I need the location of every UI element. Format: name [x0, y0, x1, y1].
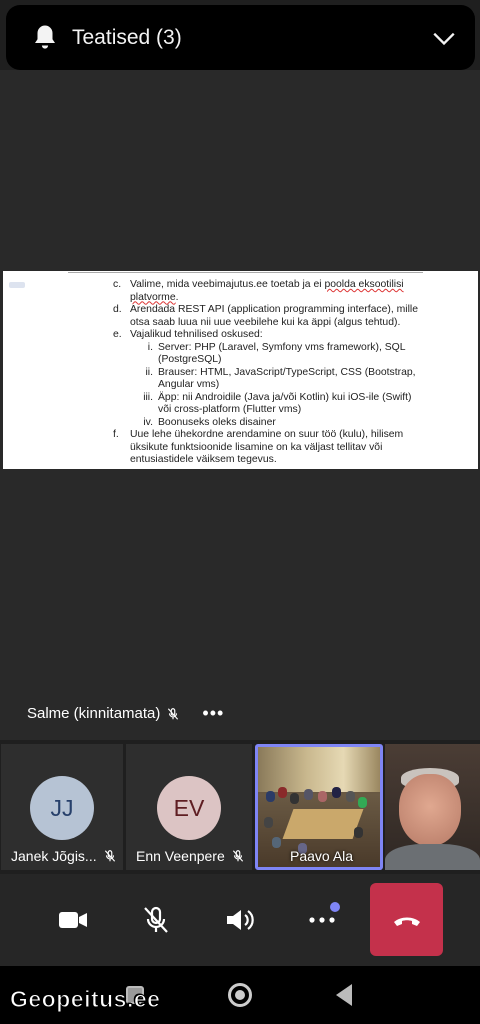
mute-button[interactable]: [128, 892, 184, 948]
mic-off-icon: [103, 849, 117, 863]
list-item: e. Vajalikud tehnilised oskused:: [113, 329, 263, 340]
mic-off-icon: [140, 904, 172, 936]
hang-up-button[interactable]: [370, 883, 443, 956]
bell-icon: [30, 23, 60, 53]
watermark: Geopeitus.ee: [10, 986, 161, 1012]
home-button[interactable]: [228, 983, 252, 1007]
notification-banner[interactable]: [6, 5, 475, 70]
document-line: [68, 272, 423, 273]
speaker-button[interactable]: [211, 892, 267, 948]
notification-dot: [330, 902, 340, 912]
document-tag: [9, 282, 25, 288]
hang-up-icon: [390, 903, 424, 937]
self-video: [385, 744, 480, 870]
participant-name-label: Enn Veenpere: [136, 848, 245, 864]
participant-tile[interactable]: [126, 744, 252, 870]
list-item: f. Uue lehe ühekordne arendamine on suur töö (kulu), hilisem üksikute funktsioonide lisamine on ka väljast tellitav või entusiastidele väiksem tegevus.: [113, 429, 404, 465]
more-button[interactable]: [294, 892, 350, 948]
video-camera-icon: [57, 904, 89, 936]
presenter-label: [27, 703, 224, 724]
camera-button[interactable]: [45, 892, 101, 948]
mic-off-icon: [231, 849, 245, 863]
presenter-name: Salme (kinnitamata): [27, 705, 161, 722]
sub-list-item: ii. Brauser: HTML, JavaScript/TypeScript, CSS (Bootstrap, Angular vms): [145, 366, 416, 390]
list-item: c. Valime, mida veebimajutus.ee toetab ja ei poolda eksootilisi platvorme.: [113, 279, 404, 303]
self-view-tile[interactable]: [385, 744, 480, 870]
back-button[interactable]: [336, 984, 352, 1006]
chevron-down-icon[interactable]: [431, 25, 457, 51]
list-item: d. Arendada REST API (application programming interface), mille otsa saab luua nii uue veebilehe kui ka äppi (algus tehtud).: [113, 304, 418, 328]
speaker-icon: [223, 904, 255, 936]
participant-tile-active-speaker[interactable]: [255, 744, 383, 870]
call-controls: [0, 874, 480, 966]
participant-name-label: Janek Jõgis...: [11, 848, 117, 864]
more-options-button[interactable]: •••: [202, 703, 225, 723]
notification-title: Teatised (3): [72, 25, 182, 49]
sub-list-item: i. Server: PHP (Laravel, Symfony vms framework), SQL (PostgreSQL): [147, 341, 406, 365]
mic-off-icon: [166, 707, 180, 721]
sub-list-item: iii. Äpp: nii Androidile (Java ja/või Kotlin) kui iOS-ile (Swift) või cross-platform (Flutter vms): [143, 391, 412, 415]
shared-screen[interactable]: [3, 271, 478, 469]
participant-tile[interactable]: [1, 744, 123, 870]
document-content: [113, 279, 423, 467]
avatar: EV: [157, 776, 221, 840]
avatar: JJ: [30, 776, 94, 840]
participant-name-label: Paavo Ala: [290, 848, 354, 864]
sub-list-item: iv. Boonuseks oleks disainer: [143, 416, 276, 428]
